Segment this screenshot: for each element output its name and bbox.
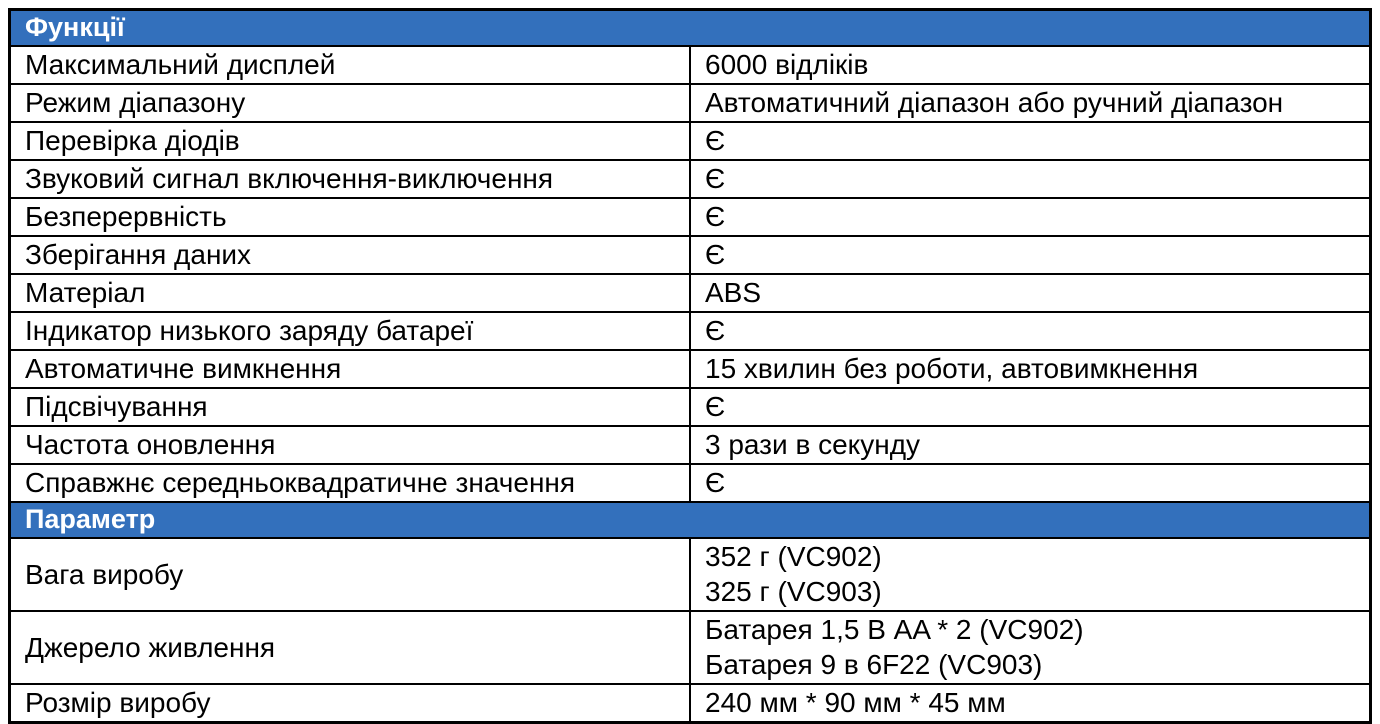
spec-value-line: Є (705, 239, 726, 270)
spec-table-body (10, 10, 1371, 723)
spec-value-line: Є (705, 315, 726, 346)
spec-label-cell: Розмір виробу (10, 684, 691, 723)
spec-label-cell: Зберігання даних (10, 236, 691, 274)
spec-value-cell (690, 236, 1371, 274)
spec-value-cell (690, 684, 1371, 723)
spec-value-cell (690, 538, 1371, 611)
spec-label-cell: Перевірка діодів (10, 122, 691, 160)
spec-value-line: Є (705, 467, 726, 498)
spec-value-line: 352 г (VC902) (705, 541, 882, 572)
spec-label-cell: Підсвічування (10, 388, 691, 426)
spec-row (10, 426, 1371, 464)
spec-row (10, 160, 1371, 198)
spec-label-cell: Джерело живлення (10, 611, 691, 684)
spec-row (10, 388, 1371, 426)
spec-value-cell (690, 274, 1371, 312)
section-title: Параметр (10, 502, 1371, 538)
spec-label-cell: Безперервність (10, 198, 691, 236)
spec-value-cell (690, 350, 1371, 388)
spec-row (10, 538, 1371, 611)
spec-table (8, 8, 1372, 724)
spec-value-line: Автоматичний діапазон або ручний діапазон (705, 87, 1284, 118)
spec-label-cell: Індикатор низького заряду батареї (10, 312, 691, 350)
spec-value-cell (690, 426, 1371, 464)
spec-row (10, 46, 1371, 84)
spec-row (10, 236, 1371, 274)
spec-label-cell: Частота оновлення (10, 426, 691, 464)
spec-value-cell (690, 46, 1371, 84)
spec-row (10, 684, 1371, 723)
spec-value-line: 6000 відліків (705, 49, 869, 80)
spec-value-cell (690, 388, 1371, 426)
spec-row (10, 312, 1371, 350)
spec-row (10, 274, 1371, 312)
spec-value-line: 240 мм * 90 мм * 45 мм (705, 687, 1006, 718)
spec-value-line: Є (705, 391, 726, 422)
section-header-row (10, 10, 1371, 47)
spec-value-line: ABS (705, 277, 762, 308)
spec-value-line: Є (705, 163, 726, 194)
spec-value-cell (690, 122, 1371, 160)
spec-value-cell (690, 611, 1371, 684)
spec-value-line: Є (705, 201, 726, 232)
spec-value-cell (690, 312, 1371, 350)
spec-row (10, 84, 1371, 122)
spec-value-line: 3 рази в секунду (705, 429, 921, 460)
spec-value-line: Батарея 1,5 В AA * 2 (VC902) (705, 614, 1084, 645)
spec-row (10, 611, 1371, 684)
spec-label-cell: Звуковий сигнал включення-виключення (10, 160, 691, 198)
spec-value-cell (690, 160, 1371, 198)
spec-value-line: 15 хвилин без роботи, автовимкнення (705, 353, 1199, 384)
spec-value-line: Батарея 9 в 6F22 (VC903) (705, 649, 1043, 680)
spec-label-cell: Справжнє середньоквадратичне значення (10, 464, 691, 502)
spec-value-cell (690, 84, 1371, 122)
spec-label-cell: Матеріал (10, 274, 691, 312)
section-header-row (10, 502, 1371, 538)
spec-row (10, 198, 1371, 236)
spec-value-cell (690, 464, 1371, 502)
spec-value-line: 325 г (VC903) (705, 576, 882, 607)
spec-label-cell: Режим діапазону (10, 84, 691, 122)
spec-value-cell (690, 198, 1371, 236)
spec-row (10, 464, 1371, 502)
spec-row (10, 350, 1371, 388)
section-title: Функції (10, 10, 1371, 47)
spec-label-cell: Автоматичне вимкнення (10, 350, 691, 388)
spec-row (10, 122, 1371, 160)
spec-label-cell: Вага виробу (10, 538, 691, 611)
spec-label-cell: Максимальний дисплей (10, 46, 691, 84)
spec-value-line: Є (705, 125, 726, 156)
